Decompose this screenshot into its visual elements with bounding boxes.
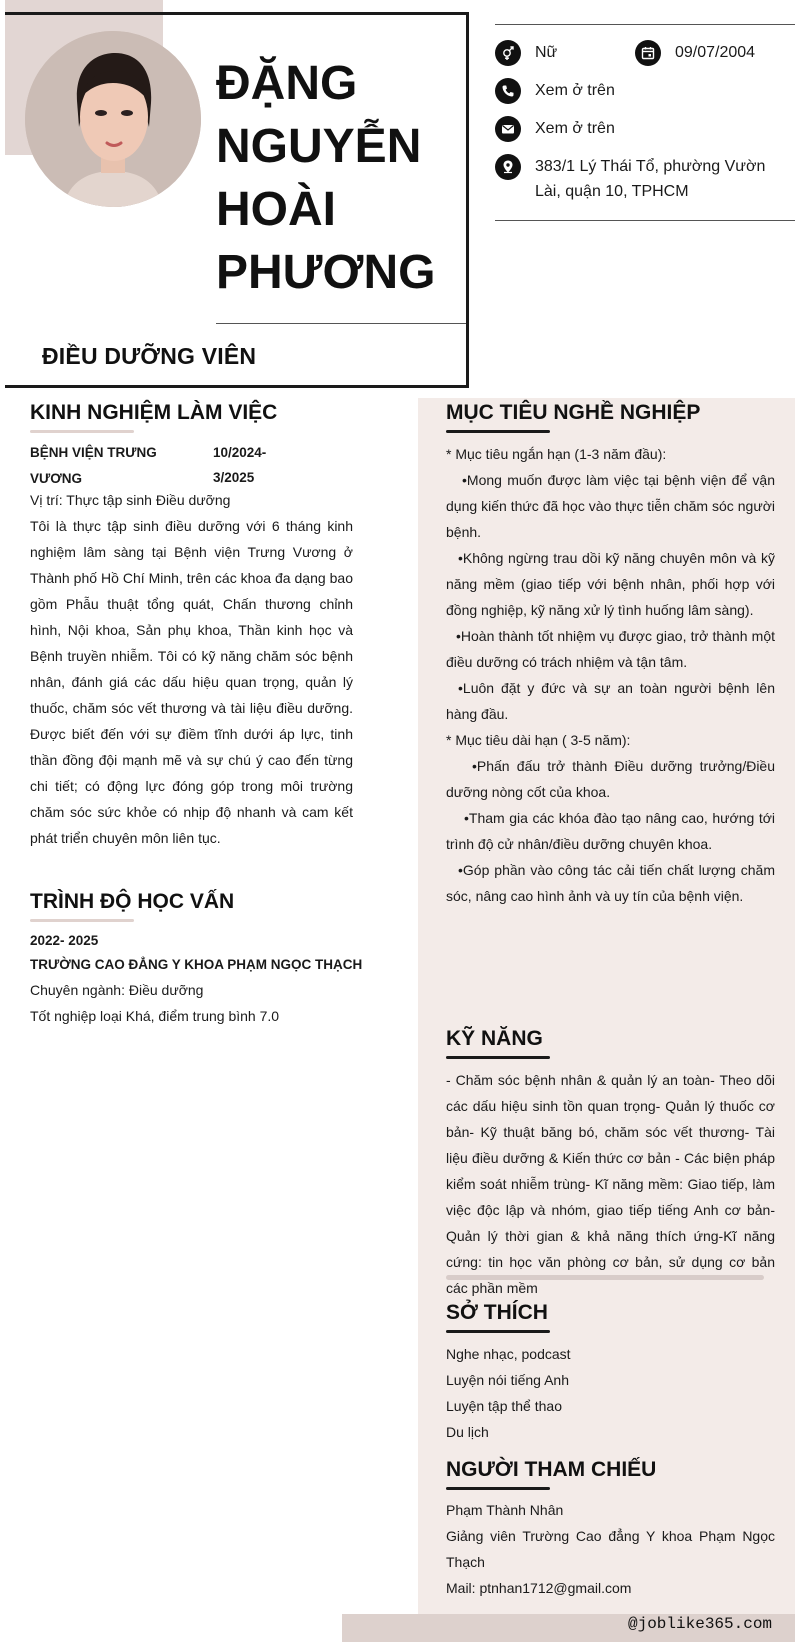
contact-divider-top [495,24,795,25]
gender-icon [495,40,521,66]
experience-heading: KINH NGHIỆM LÀM VIỆC [30,401,278,424]
name-line-1: ĐẶNG [216,57,358,110]
experience-description: Tôi là thực tập sinh điều dưỡng với 6 tháng kinh nghiệm lâm sàng tại Bệnh viện Trưng Vương ở Thành phố Hồ Chí Minh, trên các khoa đa dạng bao gồm Phẫu thuật tổng quát, Chấn thương chỉnh hình, Nội khoa, Sản phụ khoa, Thần kinh học và Bệnh truyền nhiễm. Tôi có kỹ năng chăm sóc bệnh nhân, đánh giá các dấu hiệu quan trọng, quản lý thuốc, chăm sóc vết thương và tài liệu điều dưỡng. Được biết đến với sự điềm tĩnh dưới áp lực, tinh thần đồng đội mạnh mẽ và sự chú ý cao đến từng chi tiết; có động lực đóng góp trong môi trường chăm sóc sức khỏe có nhịp độ nhanh và cam kết phát triển chuyên môn liên tục. [30,518,353,846]
contact-email [495,116,615,142]
objective-short-item: •Không ngừng trau dồi kỹ năng chuyên môn và kỹ năng mềm (giao tiếp với bệnh nhân, phối hợp với đồng nghiệp, kỹ năng xử lý tình huống lâm sàng). [446,550,775,618]
objective-body [446,441,775,909]
name-line-2: NGUYỄN [216,120,422,173]
name-divider [216,323,466,324]
education-major: Chuyên ngành: Điều dưỡng [30,982,204,998]
objective-long-heading: * Mục tiêu dài hạn ( 3-5 năm): [446,732,631,748]
contact-birthdate [635,40,755,66]
education-result: Tốt nghiệp loại Khá, điểm trung bình 7.0 [30,1008,280,1024]
experience-period: 10/2024-3/2025 [213,445,267,485]
job-title: ĐIỀU DƯỠNG VIÊN [42,343,257,369]
references-body [446,1497,775,1601]
email-value: Xem ở trên [535,120,615,137]
avatar-portrait [25,31,201,207]
objective-heading: MỤC TIÊU NGHỀ NGHIỆP [446,401,701,424]
objective-short-item: •Hoàn thành tốt nhiệm vụ được giao, trở thành một điều dưỡng có trách nhiệm và tận tâm. [446,628,775,670]
references-underline [446,1487,550,1490]
skills-heading: KỸ NĂNG [446,1027,543,1050]
hobbies-list [446,1341,775,1445]
phone-value: Xem ở trên [535,82,615,99]
contact-phone [495,78,615,104]
experience-position: Vị trí: Thực tập sinh Điều dưỡng [30,492,231,508]
watermark: @joblike365.com [628,1615,773,1633]
objective-long-item: •Tham gia các khóa đào tạo nâng cao, hướng tới trình độ cử nhân/điều dưỡng chuyên khoa. [446,810,775,852]
education-school: TRƯỜNG CAO ĐẲNG Y KHOA PHẠM NGỌC THẠCH [30,957,363,972]
objective-long-item: •Góp phần vào công tác cải tiến chất lượng chăm sóc, nâng cao hình ảnh và uy tín của bệnh viện. [446,862,775,904]
location-icon [495,154,521,180]
gender-value: Nữ [535,44,558,61]
experience-company: BỆNH VIỆN TRƯNG VƯƠNG [30,445,157,486]
hobby-item: Nghe nhạc, podcast [446,1346,571,1362]
education-heading: TRÌNH ĐỘ HỌC VẤN [30,890,235,913]
education-underline [30,919,134,922]
phone-icon [495,78,521,104]
email-icon [495,116,521,142]
references-heading: NGƯỜI THAM CHIẾU [446,1458,657,1481]
objective-short-item: •Mong muốn được làm việc tại bệnh viện để vận dụng kiến thức đã học vào thực tiễn chăm sóc người bệnh. [446,472,775,540]
contact-divider-bottom [495,220,795,221]
objective-short-item: •Luôn đặt y đức và sự an toàn người bệnh lên hàng đầu. [446,680,775,722]
birthdate-value: 09/07/2004 [675,44,756,61]
reference-email: Mail: ptnhan1712@gmail.com [446,1580,632,1596]
contact-address [495,154,785,204]
objective-long-item: •Phấn đấu trở thành Điều dưỡng trưởng/Điều dưỡng nòng cốt của khoa. [446,758,775,800]
reference-name: Phạm Thành Nhân [446,1502,564,1518]
contact-gender [495,40,557,66]
hobbies-heading: SỞ THÍCH [446,1301,548,1324]
hobby-item: Luyện tập thể thao [446,1398,562,1414]
objective-underline [446,430,550,433]
reference-role: Giảng viên Trường Cao đẳng Y khoa Phạm Ngọc Thạch [446,1528,775,1570]
hobby-item: Du lịch [446,1424,489,1440]
skills-text: - Chăm sóc bệnh nhân & quản lý an toàn- Theo dõi các dấu hiệu sinh tồn quan trọng- Quản lý thuốc cơ bản- Kỹ thuật băng bó, chăm sóc vết thương- Tài liệu điều dưỡng & Kiến thức cơ bản - Các biện pháp kiểm soát nhiễm trùng- Kĩ năng mềm: Giao tiếp, làm việc độc lập và nhóm, giao tiếp tiếng Anh cơ bản- Quản lý thời gian & khả năng thích ứng-Kĩ năng cứng: tin học văn phòng cơ bản, sử dụng cơ bản các phần mềm [446,1072,775,1296]
education-period: 2022- 2025 [30,933,99,948]
calendar-icon [635,40,661,66]
objective-short-heading: * Mục tiêu ngắn hạn (1-3 năm đầu): [446,446,667,462]
name-line-3: HOÀI [216,183,336,236]
experience-underline [30,430,134,433]
name-line-4: PHƯƠNG [216,246,436,299]
hobby-item: Luyện nói tiếng Anh [446,1372,569,1388]
hobbies-underline [446,1330,550,1333]
full-name [216,52,456,304]
address-value: 383/1 Lý Thái Tổ, phường Vườn Lài, quận 10, TPHCM [535,158,766,200]
avatar [25,31,201,207]
skills-divider [446,1275,764,1280]
skills-underline [446,1056,550,1059]
